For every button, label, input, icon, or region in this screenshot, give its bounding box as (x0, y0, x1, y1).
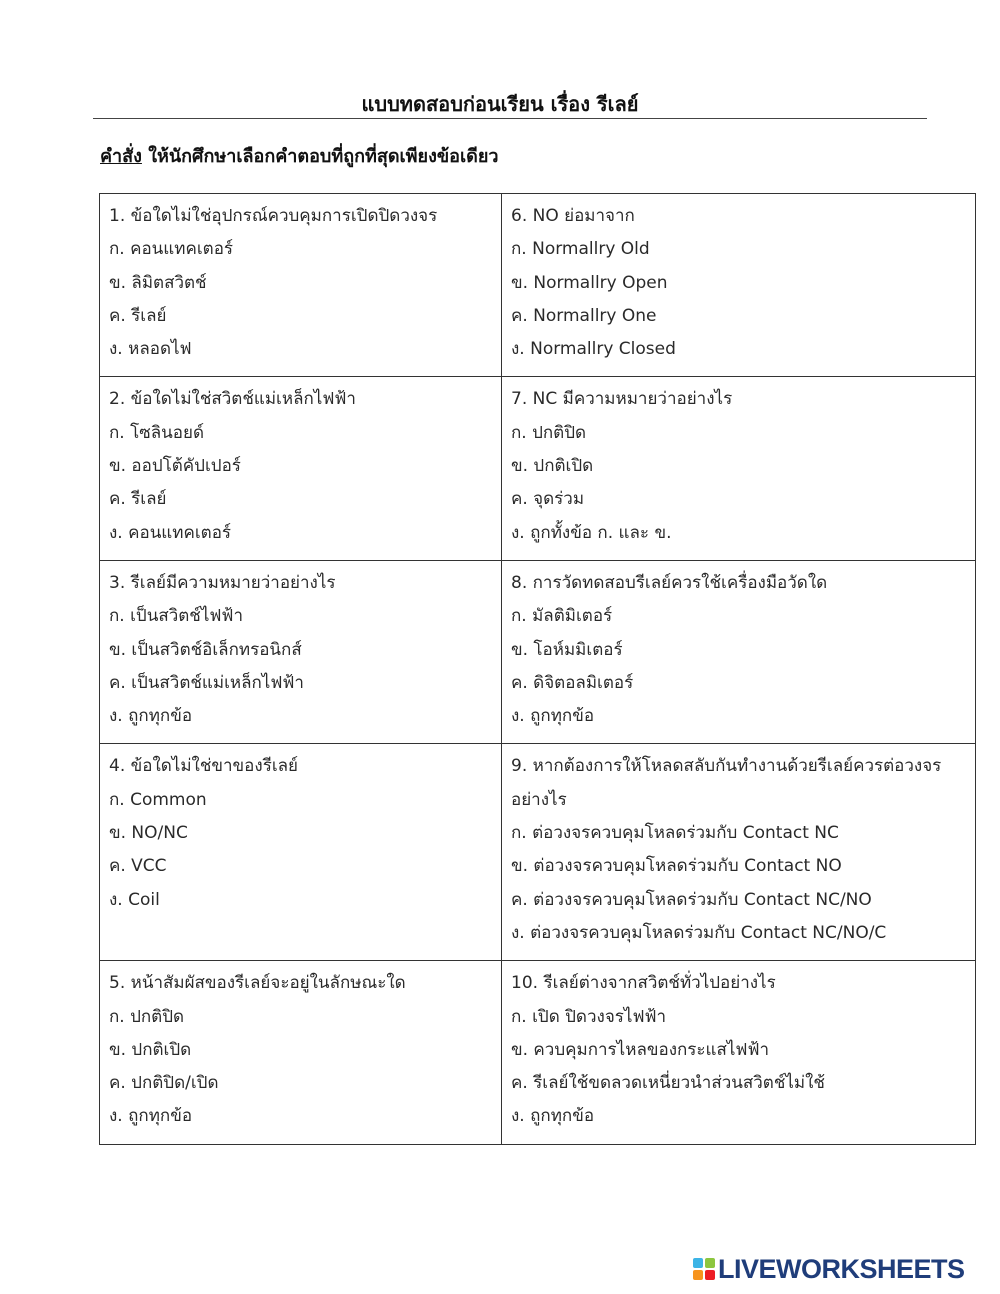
choice-option[interactable]: ข. ลิมิตสวิตช์ (109, 272, 207, 293)
choice-option[interactable]: ง. คอนแทคเตอร์ (109, 522, 232, 543)
question-text: 7. NC มีความหมายว่าอย่างไร (511, 389, 733, 410)
liveworksheets-logo[interactable] (693, 1254, 965, 1284)
instruction-text: ให้นักศึกษาเลือกคำตอบที่ถูกที่สุดเพียงข้อเดียว (141, 146, 499, 167)
choice-option[interactable]: ค. VCC (109, 856, 167, 877)
question-row (100, 377, 976, 560)
question-row (100, 961, 976, 1144)
logo-square-2 (705, 1258, 715, 1268)
choice-option[interactable]: ค. รีเลย์ (109, 489, 167, 510)
choice-option[interactable]: ง. หลอดไฟ (109, 339, 192, 360)
choice-option[interactable]: ก. ปกติปิด (109, 1006, 185, 1027)
question-text: 9. หากต้องการให้โหลดสลับกันทำงานด้วยรีเลย์ควรต่อวงจรอย่างไร (511, 756, 942, 810)
choice-option[interactable]: ข. ปกติเปิด (109, 1039, 192, 1060)
choice-option[interactable]: ง. ถูกทุกข้อ (511, 1106, 595, 1127)
question-cell-6 (502, 194, 976, 377)
choice-option[interactable]: ก. คอนแทคเตอร์ (109, 239, 234, 260)
title-underline-divider (93, 118, 927, 119)
question-cell-4 (100, 744, 502, 961)
choice-option[interactable]: ก. ปกติปิด (511, 422, 587, 443)
question-text: 6. NO ย่อมาจาก (511, 206, 635, 226)
choice-option[interactable]: ข. ปกติเปิด (511, 456, 594, 477)
logo-square-3 (693, 1270, 703, 1280)
question-cell-9 (502, 744, 976, 961)
question-cell-7 (502, 377, 976, 560)
choice-option[interactable]: ค. ต่อวงจรควบคุมโหลดร่วมกับ Contact NC/NO (511, 889, 872, 910)
choice-option[interactable]: ก. มัลติมิเตอร์ (511, 606, 613, 627)
choice-option[interactable]: ข. ออปโต้คัปเปอร์ (109, 456, 241, 477)
choice-option[interactable]: ค. รีเลย์ (109, 305, 167, 326)
choice-option[interactable]: ง. ถูกทั้งข้อ ก. และ ข. (511, 522, 672, 543)
question-cell-5 (100, 961, 502, 1144)
instruction (100, 141, 499, 170)
question-cell-10 (502, 961, 976, 1144)
choice-option[interactable]: ง. Coil (109, 889, 160, 910)
question-text: 2. ข้อใดไม่ใช่สวิตช์แม่เหล็กไฟฟ้า (109, 389, 356, 410)
choice-option[interactable]: ก. Common (109, 789, 207, 810)
choice-option[interactable]: ข. เป็นสวิตช์อิเล็กทรอนิกส์ (109, 639, 302, 660)
question-text: 5. หน้าสัมผัสของรีเลย์จะอยู่ในลักษณะใด (109, 973, 406, 994)
choice-option[interactable]: ข. NO/NC (109, 823, 188, 844)
question-row (100, 744, 976, 961)
choice-option[interactable]: ก. ต่อวงจรควบคุมโหลดร่วมกับ Contact NC (511, 823, 839, 844)
choice-option[interactable]: ก. เป็นสวิตช์ไฟฟ้า (109, 606, 243, 627)
page-title: แบบทดสอบก่อนเรียน เรื่อง รีเลย์ (361, 92, 639, 116)
choice-option[interactable]: ก. โซลินอยด์ (109, 422, 205, 443)
choice-option[interactable]: ก. Normallry Old (511, 239, 650, 260)
choice-option[interactable]: ง. ต่อวงจรควบคุมโหลดร่วมกับ Contact NC/NO/C (511, 922, 887, 943)
question-cell-3 (100, 560, 502, 743)
choice-option[interactable]: ข. ต่อวงจรควบคุมโหลดร่วมกับ Contact NO (511, 856, 842, 877)
question-text: 8. การวัดทดสอบรีเลย์ควรใช้เครื่องมือวัดใด (511, 572, 828, 593)
choice-option[interactable]: ง. Normallry Closed (511, 339, 676, 360)
logo-text: LIVEWORKSHEETS (718, 1253, 965, 1284)
question-cell-2 (100, 377, 502, 560)
choice-option[interactable]: ก. เปิด ปิดวงจรไฟฟ้า (511, 1006, 667, 1027)
instruction-lead: คำสั่ง (100, 146, 142, 167)
choice-option[interactable]: ง. ถูกทุกข้อ (109, 706, 193, 727)
choice-option[interactable]: ค. ปกติปิด/เปิด (109, 1073, 219, 1094)
choice-option[interactable]: ค. Normallry One (511, 305, 657, 326)
choice-option[interactable]: ค. ดิจิตอลมิเตอร์ (511, 672, 634, 693)
choice-option[interactable]: ง. ถูกทุกข้อ (109, 1106, 193, 1127)
logo-square-4 (705, 1270, 715, 1280)
logo-square-1 (693, 1258, 703, 1268)
question-text: 4. ข้อใดไม่ใช่ขาของรีเลย์ (109, 756, 299, 777)
question-row (100, 194, 976, 377)
choice-option[interactable]: ข. โอห์มมิเตอร์ (511, 639, 623, 660)
liveworksheets-logo-icon (693, 1258, 715, 1280)
question-cell-1 (100, 194, 502, 377)
question-table (99, 193, 976, 1145)
choice-option[interactable]: ง. ถูกทุกข้อ (511, 706, 595, 727)
question-text: 3. รีเลย์มีความหมายว่าอย่างไร (109, 572, 336, 593)
choice-option[interactable]: ค. จุดร่วม (511, 489, 585, 510)
choice-option[interactable]: ข. Normallry Open (511, 272, 668, 293)
question-text: 1. ข้อใดไม่ใช่อุปกรณ์ควบคุมการเปิดปิดวงจร (109, 206, 438, 226)
choice-option[interactable]: ค. เป็นสวิตช์แม่เหล็กไฟฟ้า (109, 672, 304, 693)
question-cell-8 (502, 560, 976, 743)
choice-option[interactable]: ค. รีเลย์ใช้ขดลวดเหนี่ยวนำส่วนสวิตช์ไม่ใช้ (511, 1073, 825, 1094)
question-text: 10. รีเลย์ต่างจากสวิตช์ทั่วไปอย่างไร (511, 973, 776, 994)
question-row (100, 560, 976, 743)
choice-option[interactable]: ข. ควบคุมการไหลของกระแสไฟฟ้า (511, 1039, 770, 1060)
